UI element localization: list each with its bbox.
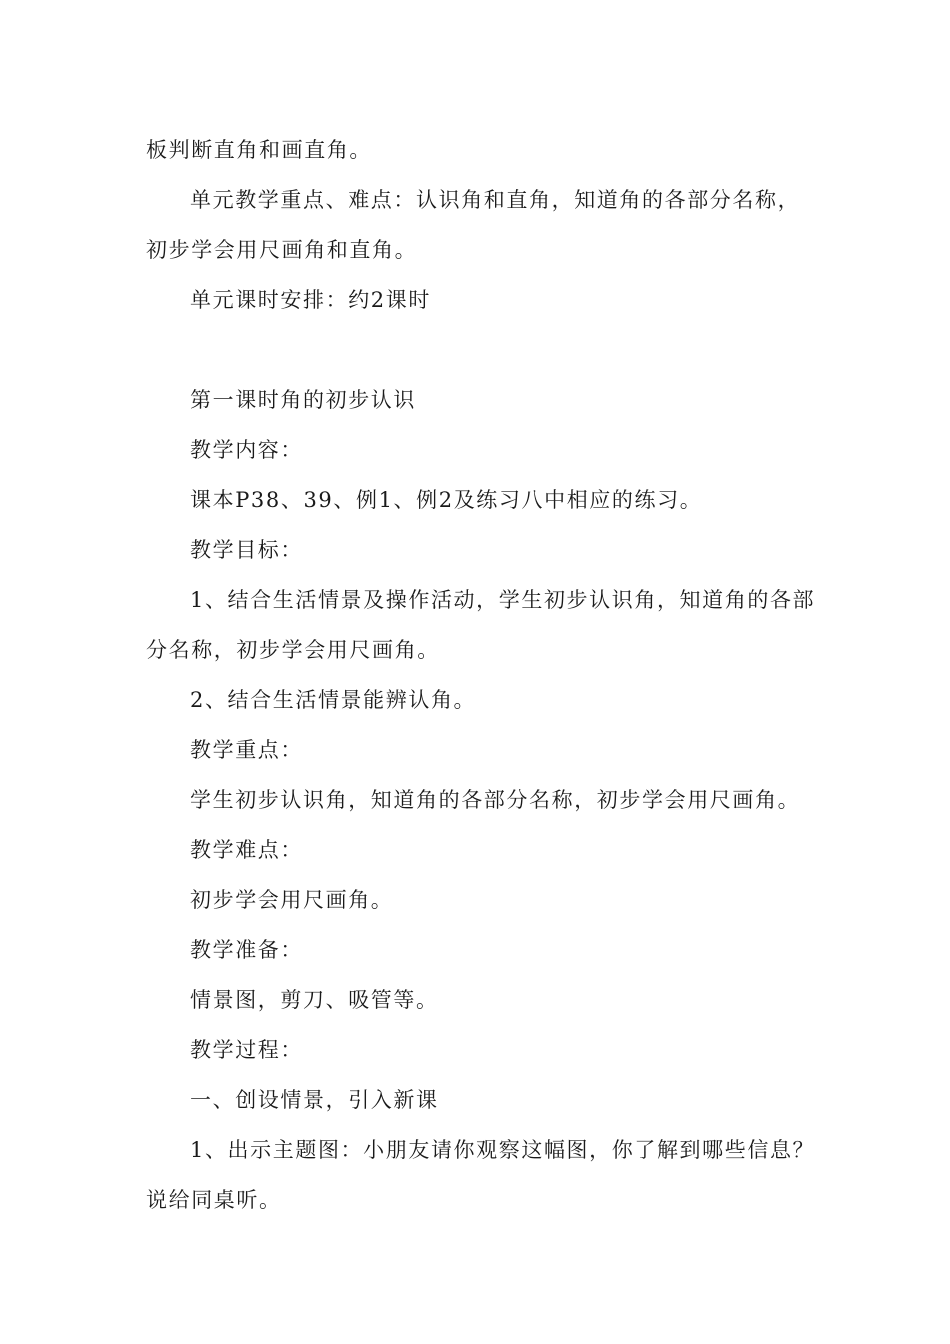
paragraph-line: 1、结合生活情景及操作活动，学生初步认识角，知道角的各部 [190, 588, 816, 612]
paragraph-line: 说给同桌听。 [146, 1188, 282, 1212]
section-heading: 第一课时角的初步认识 [190, 388, 416, 412]
paragraph-line: 一、创设情景，引入新课 [190, 1088, 439, 1112]
paragraph-line: 初步学会用尺画角和直角。 [146, 238, 418, 262]
paragraph-line: 教学准备： [190, 938, 303, 962]
paragraph-line: 学生初步认识角，知道角的各部分名称，初步学会用尺画角。 [190, 788, 801, 812]
paragraph-line: 教学内容： [190, 438, 303, 462]
paragraph-line: 2、结合生活情景能辨认角。 [190, 688, 477, 712]
paragraph-line: 情景图，剪刀、吸管等。 [190, 988, 439, 1012]
paragraph-line: 板判断直角和画直角。 [146, 138, 372, 162]
paragraph-line: 教学目标： [190, 538, 303, 562]
paragraph-line: 教学重点： [190, 738, 303, 762]
paragraph-line: 教学难点： [190, 838, 303, 862]
paragraph-line: 单元教学重点、难点：认识角和直角，知道角的各部分名称， [190, 188, 801, 212]
paragraph-line: 课本P38、39、例1、例2及练习八中相应的练习。 [190, 488, 703, 512]
paragraph-line: 1、出示主题图：小朋友请你观察这幅图，你了解到哪些信息？ [190, 1138, 816, 1162]
paragraph-line: 分名称，初步学会用尺画角。 [146, 638, 440, 662]
paragraph-line: 初步学会用尺画角。 [190, 888, 394, 912]
paragraph-line: 教学过程： [190, 1038, 303, 1062]
paragraph-line: 单元课时安排：约2课时 [190, 288, 431, 312]
